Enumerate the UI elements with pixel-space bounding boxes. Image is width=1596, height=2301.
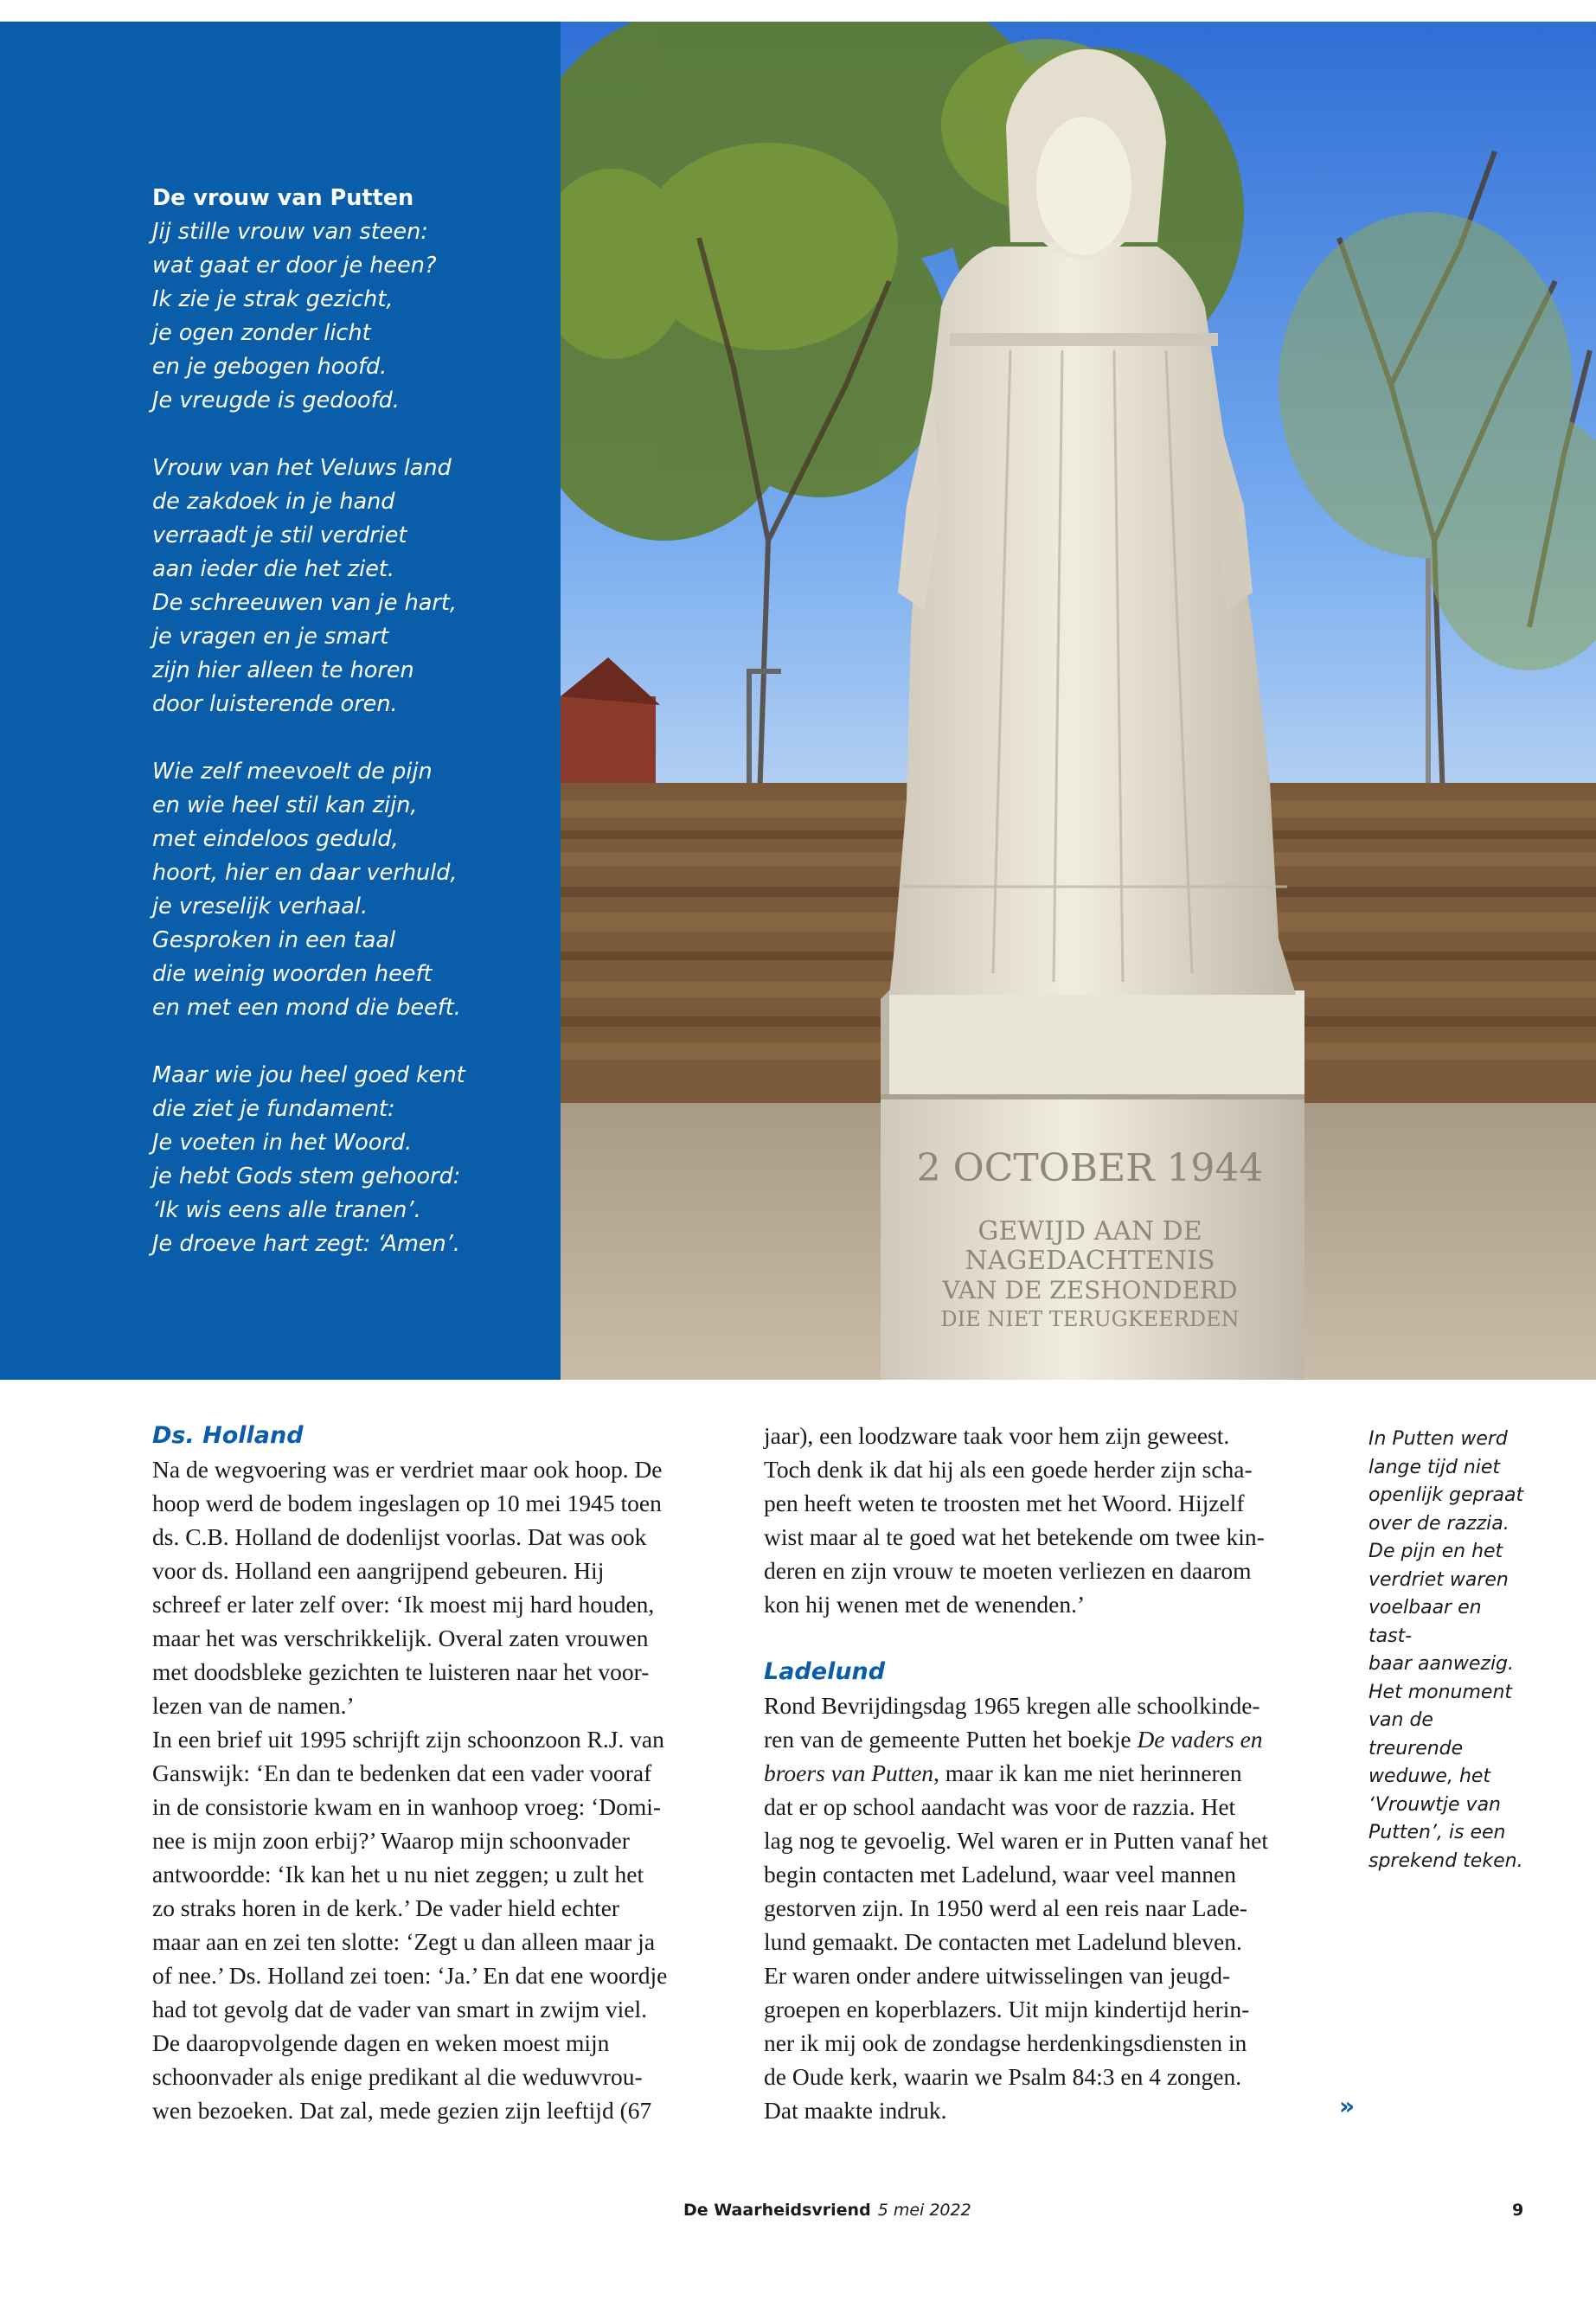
poem-title: De vrouw van Putten <box>152 185 414 211</box>
poem-line: je hebt Gods stem gehoord: <box>152 1163 461 1189</box>
poem-line: de zakdoek in je hand <box>152 489 395 515</box>
poem-line: je vragen en je smart <box>152 624 389 650</box>
caption-line: sprekend teken. <box>1368 1849 1523 1872</box>
text-line: met doodsbleke gezichten te luisteren naar het voor- <box>152 1658 650 1685</box>
text-line: de Oude kerk, waarin we Psalm 84:3 en 4 zongen. <box>764 2063 1242 2090</box>
text-line: pen heeft weten te troosten met het Woord. Hijzelf <box>764 1490 1245 1516</box>
footer-publication <box>683 2201 971 2220</box>
text-run: ren van de gemeente Putten het boekje <box>764 1726 1138 1753</box>
text-line: groepen en koperblazers. Uit mijn kindertijd herin- <box>764 1996 1250 2022</box>
poem-line: hoort, hier en daar verhuld, <box>152 860 458 886</box>
page-number: 9 <box>1512 2201 1524 2220</box>
poem-line: Gesproken in een taal <box>152 927 396 953</box>
sidebar-caption <box>1368 1426 1524 1875</box>
text-line: nee is mijn zoon erbij?’ Waarop mijn schoonvader <box>152 1827 630 1854</box>
poem-line: verraadt je stil verdriet <box>152 522 407 548</box>
text-line: schoonvader als enige predikant al die weduwvrou- <box>152 2063 643 2090</box>
poem-line: en wie heel stil kan zijn, <box>152 792 418 818</box>
text-line: lezen van de namen.’ <box>152 1692 355 1719</box>
monument-photo <box>561 22 1596 1380</box>
issue-date: 5 mei 2022 <box>877 2201 971 2220</box>
caption-line: De pijn en het <box>1368 1541 1503 1562</box>
text-line: maar aan en zei ten slotte: ‘Zegt u dan alleen maar ja <box>152 1928 656 1955</box>
text-line: Rond Bevrijdingsdag 1965 kregen alle schoolkinde- <box>764 1692 1260 1719</box>
continue-arrow-icon: » <box>1339 2092 1356 2120</box>
poem-line: aan ieder die het ziet. <box>152 556 395 582</box>
text-line: jaar), een loodzware taak voor hem zijn geweest. <box>764 1422 1230 1449</box>
text-line: deren en zijn vrouw te moeten verliezen en daarom <box>764 1557 1252 1584</box>
book-title: broers van Putten <box>764 1759 934 1786</box>
poem-line: Wie zelf meevoelt de pijn <box>152 759 433 785</box>
article-column-middle <box>764 1419 1335 2127</box>
poem <box>152 182 550 1295</box>
text-line: maar het was verschrikkelijk. Overal zaten vrouwen <box>152 1625 649 1651</box>
inscription-date: 2 OCTOBER 1944 <box>916 1146 1264 1190</box>
paragraph-gap <box>764 1621 1335 1655</box>
caption-line: baar aanwezig. <box>1368 1653 1515 1675</box>
text-line: Dat maakte indruk. <box>764 2097 947 2124</box>
text-line: De daaropvolgende dagen en weken moest mijn <box>152 2029 610 2056</box>
text-line: voor ds. Holland een aangrijpend gebeuren. Hij <box>152 1557 605 1584</box>
poem-line: door luisterende oren. <box>152 691 398 717</box>
inscription-line: VAN DE ZESHONDERD <box>942 1276 1238 1304</box>
caption-line: weduwe, het <box>1368 1766 1491 1787</box>
text-line: Toch denk ik dat hij als een goede herder zijn scha- <box>764 1456 1253 1483</box>
text-line <box>764 1722 1335 1756</box>
caption-line: over de razzia. <box>1368 1512 1509 1535</box>
text-line: ds. C.B. Holland de dodenlijst voorlas. Dat was ook <box>152 1523 647 1550</box>
inscription-line: NAGEDACHTENIS <box>965 1246 1215 1276</box>
text-line: of nee.’ Ds. Holland zei toen: ‘Ja.’ En dat ene woordje <box>152 1962 668 1989</box>
caption-line: voelbaar en tast- <box>1368 1597 1482 1647</box>
section-heading: Ladelund <box>764 1658 886 1685</box>
text-line: zo straks horen in de kerk.’ De vader hield echter <box>152 1894 620 1921</box>
text-line: Ganswijk: ‘En dan te bedenken dat een vader vooraf <box>152 1759 652 1786</box>
poem-line: Jij stille vrouw van steen: <box>152 219 428 245</box>
section-heading: Ds. Holland <box>152 1422 304 1449</box>
caption-line: Putten’, is een <box>1368 1822 1506 1843</box>
poem-line: Je voeten in het Woord. <box>152 1130 413 1156</box>
text-line: Na de wegvoering was er verdriet maar ook hoop. De <box>152 1456 663 1483</box>
text-line: wist maar al te goed wat het betekende om twee kin- <box>764 1523 1265 1550</box>
poem-line: die weinig woorden heeft <box>152 961 433 987</box>
text-line: hoop werd de bodem ingeslagen op 10 mei 1945 toen <box>152 1490 662 1516</box>
text-line: kon hij wenen met de wenenden.’ <box>764 1591 1086 1618</box>
poem-line: die ziet je fundament: <box>152 1096 395 1122</box>
poem-line: ‘Ik wis eens alle tranen’. <box>152 1197 421 1223</box>
inscription-line: DIE NIET TERUGKEERDEN <box>940 1307 1240 1331</box>
text-line: gestorven zijn. In 1950 werd al een reis naar Lade- <box>764 1894 1247 1921</box>
poem-line: je vreselijk verhaal. <box>152 894 369 920</box>
inscription-line: GEWIJD AAN DE <box>977 1216 1202 1247</box>
text-line <box>764 1756 1335 1790</box>
poem-stanza-3 <box>152 755 550 1025</box>
text-line: had tot gevolg dat de vader van smart in zwijm viel. <box>152 1996 647 2022</box>
text-line: wen bezoeken. Dat zal, mede gezien zijn leeftijd (67 <box>152 2097 652 2124</box>
text-line: dat er op school aandacht was voor de razzia. Het <box>764 1793 1236 1820</box>
text-line: antwoordde: ‘Ik kan het u nu niet zeggen; u zult het <box>152 1861 644 1888</box>
poem-line: wat gaat er door je heen? <box>152 253 437 279</box>
poem-stanza-4 <box>152 1059 550 1261</box>
poem-line: met eindeloos geduld, <box>152 826 399 852</box>
poem-line: Je droeve hart zegt: ‘Amen’. <box>152 1231 460 1257</box>
poem-line: zijn hier alleen te horen <box>152 657 414 683</box>
text-line: lund gemaakt. De contacten met Ladelund bleven. <box>764 1928 1242 1955</box>
poem-line: Maar wie jou heel goed kent <box>152 1062 465 1088</box>
caption-line: lange tijd niet <box>1368 1456 1501 1478</box>
text-line: in de consistorie kwam en in wanhoop vroeg: ‘Domi- <box>152 1793 662 1820</box>
poem-line: en met een mond die beeft. <box>152 995 461 1021</box>
poem-line: Ik zie je strak gezicht, <box>152 286 394 312</box>
text-run: , maar ik kan me niet herinneren <box>933 1759 1242 1786</box>
poem-stanza-2 <box>152 452 550 721</box>
text-line: schreef er later zelf over: ‘Ik moest mij hard houden, <box>152 1591 655 1618</box>
poem-line: Je vreugde is gedoofd. <box>152 388 400 413</box>
caption-line: Het monument <box>1368 1681 1513 1703</box>
caption-line: ‘Vrouwtje van <box>1368 1793 1502 1816</box>
caption-line: van de treurende <box>1368 1709 1464 1759</box>
book-title: De vaders en <box>1137 1726 1263 1753</box>
poem-line: De schreeuwen van je hart, <box>152 590 457 616</box>
poem-line: en je gebogen hoofd. <box>152 354 388 380</box>
text-line: ner ik mij ook de zondagse herdenkingsdiensten in <box>764 2029 1247 2056</box>
text-line: In een brief uit 1995 schrijft zijn schoonzoon R.J. van <box>152 1726 664 1753</box>
poem-line: je ogen zonder licht <box>152 320 371 346</box>
poem-stanza-1 <box>152 215 550 418</box>
caption-line: verdriet waren <box>1368 1568 1509 1591</box>
caption-line: In Putten werd <box>1368 1428 1508 1450</box>
caption-line: openlijk gepraat <box>1368 1484 1524 1506</box>
text-line: lag nog te gevoelig. Wel waren er in Putten vanaf het <box>764 1827 1268 1854</box>
text-line: begin contacten met Ladelund, waar veel mannen <box>764 1861 1236 1888</box>
article-column-left <box>152 1419 716 2127</box>
magazine-name: De Waarheidsvriend <box>683 2201 871 2220</box>
poem-line: Vrouw van het Veluws land <box>152 455 452 481</box>
text-line: Er waren onder andere uitwisselingen van jeugd- <box>764 1962 1231 1989</box>
